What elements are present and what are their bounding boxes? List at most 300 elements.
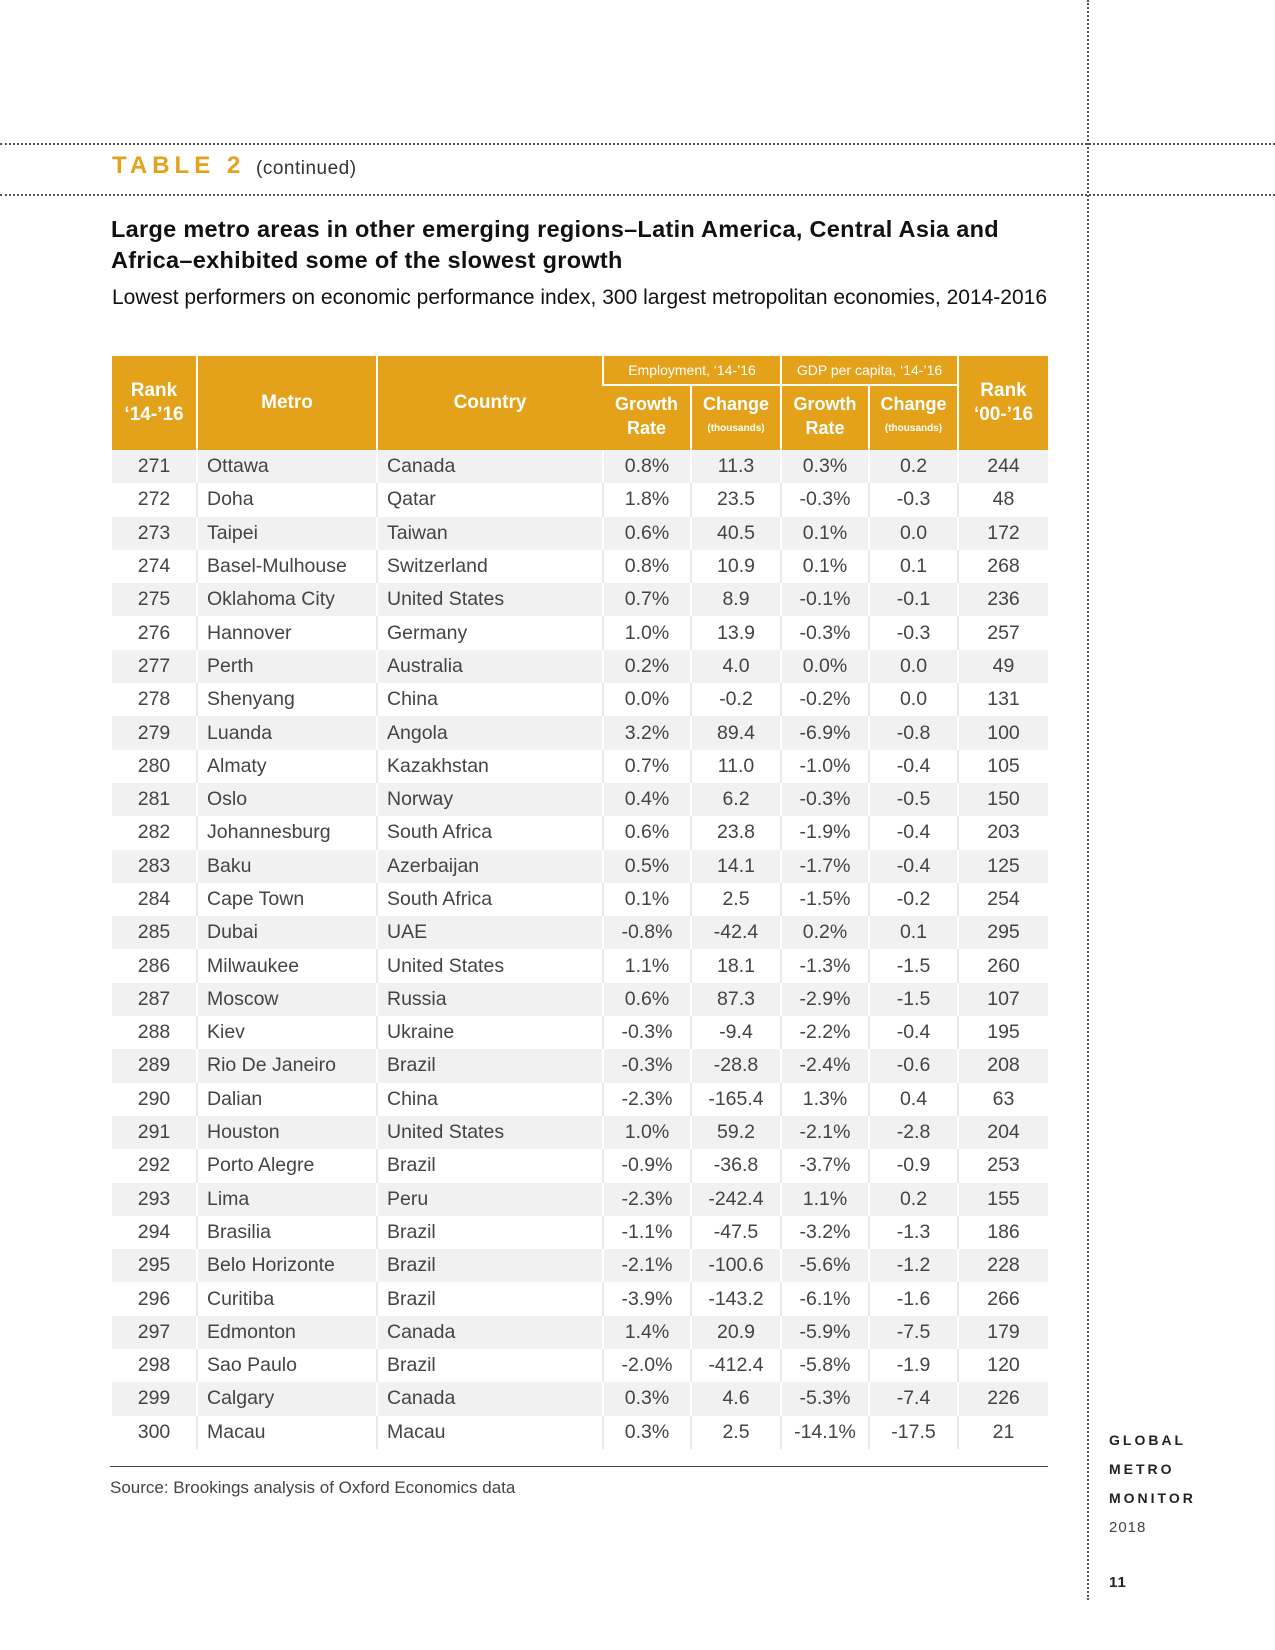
cell-emp-growth: -0.9% bbox=[603, 1149, 691, 1182]
cell-rank: 288 bbox=[112, 1016, 197, 1049]
cell-gdp-change: -0.4 bbox=[869, 750, 958, 783]
cell-emp-change: -28.8 bbox=[691, 1049, 781, 1082]
cell-rank-long: 204 bbox=[958, 1116, 1048, 1149]
cell-country: Norway bbox=[377, 783, 603, 816]
cell-rank-long: 253 bbox=[958, 1149, 1048, 1182]
cell-country: Germany bbox=[377, 616, 603, 649]
cell-gdp-growth: -5.9% bbox=[781, 1316, 869, 1349]
cell-metro: Baku bbox=[197, 850, 377, 883]
cell-emp-growth: 0.3% bbox=[603, 1416, 691, 1449]
cell-emp-growth: 0.8% bbox=[603, 550, 691, 583]
cell-rank-long: 203 bbox=[958, 816, 1048, 849]
cell-rank: 291 bbox=[112, 1116, 197, 1149]
brand-line-global: GLOBAL bbox=[1109, 1432, 1187, 1448]
header-emp-change bbox=[691, 385, 781, 450]
table-row bbox=[112, 1249, 1048, 1282]
cell-emp-change: -242.4 bbox=[691, 1183, 781, 1216]
cell-emp-growth: 1.1% bbox=[603, 949, 691, 982]
continued-label: (continued) bbox=[256, 158, 357, 179]
cell-rank: 275 bbox=[112, 583, 197, 616]
cell-emp-growth: 0.6% bbox=[603, 517, 691, 550]
cell-gdp-change: 0.2 bbox=[869, 1183, 958, 1216]
header-emp-change-label: Change bbox=[702, 394, 769, 414]
cell-country: Canada bbox=[377, 1316, 603, 1349]
cell-country: Ukraine bbox=[377, 1016, 603, 1049]
cell-rank: 280 bbox=[112, 750, 197, 783]
cell-metro: Doha bbox=[197, 483, 377, 516]
cell-gdp-growth: -5.6% bbox=[781, 1249, 869, 1282]
cell-rank: 298 bbox=[112, 1349, 197, 1382]
cell-country: Brazil bbox=[377, 1349, 603, 1382]
cell-metro: Shenyang bbox=[197, 683, 377, 716]
cell-rank: 282 bbox=[112, 816, 197, 849]
table-row bbox=[112, 650, 1048, 683]
cell-rank-long: 100 bbox=[958, 716, 1048, 749]
cell-country: United States bbox=[377, 949, 603, 982]
cell-gdp-growth: -0.3% bbox=[781, 783, 869, 816]
cell-metro: Belo Horizonte bbox=[197, 1249, 377, 1282]
table-row bbox=[112, 1116, 1048, 1149]
cell-emp-growth: -1.1% bbox=[603, 1216, 691, 1249]
cell-rank-long: 150 bbox=[958, 783, 1048, 816]
table-row bbox=[112, 883, 1048, 916]
cell-gdp-growth: -6.9% bbox=[781, 716, 869, 749]
table-row bbox=[112, 916, 1048, 949]
cell-gdp-change: -2.8 bbox=[869, 1116, 958, 1149]
cell-gdp-growth: -2.2% bbox=[781, 1016, 869, 1049]
margin-dotted-rule bbox=[1087, 0, 1089, 1600]
cell-rank: 289 bbox=[112, 1049, 197, 1082]
table-row bbox=[112, 1416, 1048, 1449]
table-row bbox=[112, 1349, 1048, 1382]
cell-country: Brazil bbox=[377, 1216, 603, 1249]
cell-rank: 281 bbox=[112, 783, 197, 816]
cell-emp-change: 6.2 bbox=[691, 783, 781, 816]
cell-emp-growth: 0.1% bbox=[603, 883, 691, 916]
cell-metro: Hannover bbox=[197, 616, 377, 649]
cell-rank-long: 257 bbox=[958, 616, 1048, 649]
header-gdp-change-unit: (thousands) bbox=[884, 423, 943, 434]
cell-emp-change: -9.4 bbox=[691, 1016, 781, 1049]
cell-rank-long: 266 bbox=[958, 1282, 1048, 1315]
cell-rank: 287 bbox=[112, 983, 197, 1016]
cell-emp-growth: 1.8% bbox=[603, 483, 691, 516]
cell-rank-long: 21 bbox=[958, 1416, 1048, 1449]
cell-gdp-growth: -1.3% bbox=[781, 949, 869, 982]
header-metro: Metro bbox=[197, 356, 377, 450]
cell-emp-growth: -0.3% bbox=[603, 1049, 691, 1082]
cell-gdp-change: -0.9 bbox=[869, 1149, 958, 1182]
cell-rank-long: 107 bbox=[958, 983, 1048, 1016]
cell-gdp-growth: -6.1% bbox=[781, 1282, 869, 1315]
cell-gdp-change: -1.2 bbox=[869, 1249, 958, 1282]
cell-country: Angola bbox=[377, 716, 603, 749]
cell-gdp-growth: 0.1% bbox=[781, 550, 869, 583]
cell-metro: Rio De Janeiro bbox=[197, 1049, 377, 1082]
table-row bbox=[112, 1216, 1048, 1249]
cell-metro: Sao Paulo bbox=[197, 1349, 377, 1382]
page-number: 11 bbox=[1109, 1574, 1127, 1591]
cell-gdp-growth: -0.2% bbox=[781, 683, 869, 716]
cell-metro: Oklahoma City bbox=[197, 583, 377, 616]
cell-gdp-growth: -2.9% bbox=[781, 983, 869, 1016]
cell-gdp-change: -0.5 bbox=[869, 783, 958, 816]
cell-emp-growth: -3.9% bbox=[603, 1282, 691, 1315]
cell-metro: Porto Alegre bbox=[197, 1149, 377, 1182]
cell-gdp-growth: -3.7% bbox=[781, 1149, 869, 1182]
cell-gdp-growth: -1.5% bbox=[781, 883, 869, 916]
cell-gdp-change: 0.2 bbox=[869, 450, 958, 483]
cell-gdp-growth: -1.9% bbox=[781, 816, 869, 849]
table-row bbox=[112, 583, 1048, 616]
cell-country: Taiwan bbox=[377, 517, 603, 550]
cell-rank-long: 172 bbox=[958, 517, 1048, 550]
cell-emp-change: 4.0 bbox=[691, 650, 781, 683]
source-note: Source: Brookings analysis of Oxford Economics data bbox=[110, 1478, 516, 1497]
cell-metro: Oslo bbox=[197, 783, 377, 816]
table-row bbox=[112, 483, 1048, 516]
cell-gdp-change: 0.0 bbox=[869, 517, 958, 550]
cell-rank-long: 105 bbox=[958, 750, 1048, 783]
cell-metro: Calgary bbox=[197, 1382, 377, 1415]
cell-country: Brazil bbox=[377, 1282, 603, 1315]
header-gdp-growth bbox=[781, 385, 869, 450]
cell-rank-long: 63 bbox=[958, 1083, 1048, 1116]
cell-gdp-growth: -1.7% bbox=[781, 850, 869, 883]
cell-gdp-growth: 0.3% bbox=[781, 450, 869, 483]
cell-rank-long: 226 bbox=[958, 1382, 1048, 1415]
table-row bbox=[112, 850, 1048, 883]
cell-emp-change: 23.5 bbox=[691, 483, 781, 516]
cell-gdp-change: -1.5 bbox=[869, 983, 958, 1016]
cell-emp-growth: 1.4% bbox=[603, 1316, 691, 1349]
table-row bbox=[112, 1149, 1048, 1182]
cell-country: Australia bbox=[377, 650, 603, 683]
cell-country: China bbox=[377, 683, 603, 716]
cell-country: UAE bbox=[377, 916, 603, 949]
cell-rank: 278 bbox=[112, 683, 197, 716]
cell-rank: 294 bbox=[112, 1216, 197, 1249]
cell-country: China bbox=[377, 1083, 603, 1116]
cell-gdp-growth: 0.1% bbox=[781, 517, 869, 550]
cell-rank-long: 48 bbox=[958, 483, 1048, 516]
cell-emp-growth: 0.6% bbox=[603, 983, 691, 1016]
cell-rank: 300 bbox=[112, 1416, 197, 1449]
cell-gdp-change: -0.4 bbox=[869, 1016, 958, 1049]
cell-emp-change: 87.3 bbox=[691, 983, 781, 1016]
cell-rank: 284 bbox=[112, 883, 197, 916]
table-row bbox=[112, 1282, 1048, 1315]
cell-emp-change: 18.1 bbox=[691, 949, 781, 982]
cell-gdp-change: -17.5 bbox=[869, 1416, 958, 1449]
table-body bbox=[112, 450, 1048, 1449]
cell-emp-change: 13.9 bbox=[691, 616, 781, 649]
cell-gdp-change: -1.5 bbox=[869, 949, 958, 982]
cell-gdp-change: -1.9 bbox=[869, 1349, 958, 1382]
cell-country: Kazakhstan bbox=[377, 750, 603, 783]
cell-gdp-growth: -5.8% bbox=[781, 1349, 869, 1382]
cell-rank-long: 208 bbox=[958, 1049, 1048, 1082]
cell-gdp-change: 0.1 bbox=[869, 550, 958, 583]
cell-metro: Lima bbox=[197, 1183, 377, 1216]
cell-rank-long: 155 bbox=[958, 1183, 1048, 1216]
cell-gdp-growth: -5.3% bbox=[781, 1382, 869, 1415]
cell-emp-growth: -2.3% bbox=[603, 1083, 691, 1116]
header-gdp-growth-label: Growth Rate bbox=[793, 394, 857, 438]
cell-gdp-change: -0.3 bbox=[869, 616, 958, 649]
cell-rank: 276 bbox=[112, 616, 197, 649]
header-rank-14-16: Rank ‘14-’16 bbox=[112, 356, 197, 450]
cell-rank: 277 bbox=[112, 650, 197, 683]
cell-gdp-growth: 1.3% bbox=[781, 1083, 869, 1116]
cell-emp-change: 2.5 bbox=[691, 1416, 781, 1449]
cell-metro: Almaty bbox=[197, 750, 377, 783]
cell-rank: 292 bbox=[112, 1149, 197, 1182]
cell-gdp-growth: 1.1% bbox=[781, 1183, 869, 1216]
cell-rank-long: 179 bbox=[958, 1316, 1048, 1349]
cell-emp-change: -100.6 bbox=[691, 1249, 781, 1282]
table-row bbox=[112, 1083, 1048, 1116]
cell-rank: 279 bbox=[112, 716, 197, 749]
cell-gdp-change: -0.6 bbox=[869, 1049, 958, 1082]
table-row bbox=[112, 616, 1048, 649]
cell-rank: 293 bbox=[112, 1183, 197, 1216]
cell-rank: 283 bbox=[112, 850, 197, 883]
cell-gdp-change: -7.4 bbox=[869, 1382, 958, 1415]
cell-gdp-change: -1.6 bbox=[869, 1282, 958, 1315]
header-emp-growth-label: Growth Rate bbox=[615, 394, 678, 438]
cell-country: Brazil bbox=[377, 1149, 603, 1182]
cell-emp-change: 89.4 bbox=[691, 716, 781, 749]
cell-emp-change: -47.5 bbox=[691, 1216, 781, 1249]
cell-rank-long: 295 bbox=[958, 916, 1048, 949]
cell-metro: Basel-Mulhouse bbox=[197, 550, 377, 583]
cell-emp-growth: -2.3% bbox=[603, 1183, 691, 1216]
header-dotted-rule bbox=[0, 194, 1275, 196]
table-row bbox=[112, 716, 1048, 749]
cell-emp-change: 14.1 bbox=[691, 850, 781, 883]
cell-metro: Edmonton bbox=[197, 1316, 377, 1349]
cell-country: Canada bbox=[377, 1382, 603, 1415]
cell-gdp-growth: -0.3% bbox=[781, 483, 869, 516]
header-group-gdp: GDP per capita, ‘14-’16 bbox=[781, 356, 958, 385]
cell-emp-growth: -0.3% bbox=[603, 1016, 691, 1049]
cell-gdp-growth: -1.0% bbox=[781, 750, 869, 783]
table-row bbox=[112, 949, 1048, 982]
cell-country: United States bbox=[377, 1116, 603, 1149]
cell-rank: 290 bbox=[112, 1083, 197, 1116]
cell-emp-growth: 0.7% bbox=[603, 750, 691, 783]
cell-rank: 286 bbox=[112, 949, 197, 982]
table-row bbox=[112, 983, 1048, 1016]
table-label: TABLE 2 bbox=[112, 152, 246, 179]
cell-gdp-change: -0.2 bbox=[869, 883, 958, 916]
cell-country: Macau bbox=[377, 1416, 603, 1449]
cell-emp-growth: -0.8% bbox=[603, 916, 691, 949]
table-row bbox=[112, 683, 1048, 716]
cell-rank-long: 236 bbox=[958, 583, 1048, 616]
cell-country: United States bbox=[377, 583, 603, 616]
source-rule bbox=[110, 1466, 1048, 1467]
cell-country: South Africa bbox=[377, 816, 603, 849]
cell-metro: Cape Town bbox=[197, 883, 377, 916]
brand-year: 2018 bbox=[1109, 1519, 1147, 1536]
cell-gdp-growth: -0.3% bbox=[781, 616, 869, 649]
cell-emp-growth: 0.7% bbox=[603, 583, 691, 616]
cell-metro: Dalian bbox=[197, 1083, 377, 1116]
table-row bbox=[112, 1316, 1048, 1349]
cell-gdp-change: -0.3 bbox=[869, 483, 958, 516]
cell-emp-growth: 1.0% bbox=[603, 1116, 691, 1149]
header-emp-growth bbox=[603, 385, 691, 450]
cell-rank-long: 120 bbox=[958, 1349, 1048, 1382]
cell-rank: 274 bbox=[112, 550, 197, 583]
cell-gdp-growth: 0.2% bbox=[781, 916, 869, 949]
table-row bbox=[112, 750, 1048, 783]
cell-gdp-change: -1.3 bbox=[869, 1216, 958, 1249]
header-emp-change-unit: (thousands) bbox=[707, 423, 765, 434]
cell-metro: Taipei bbox=[197, 517, 377, 550]
cell-emp-growth: 0.8% bbox=[603, 450, 691, 483]
cell-country: Russia bbox=[377, 983, 603, 1016]
performance-table bbox=[112, 356, 1048, 1449]
cell-gdp-change: -7.5 bbox=[869, 1316, 958, 1349]
cell-gdp-change: 0.0 bbox=[869, 683, 958, 716]
cell-rank: 285 bbox=[112, 916, 197, 949]
cell-rank: 272 bbox=[112, 483, 197, 516]
cell-emp-growth: 1.0% bbox=[603, 616, 691, 649]
cell-gdp-change: 0.4 bbox=[869, 1083, 958, 1116]
cell-emp-growth: -2.0% bbox=[603, 1349, 691, 1382]
cell-emp-change: 2.5 bbox=[691, 883, 781, 916]
cell-emp-change: 23.8 bbox=[691, 816, 781, 849]
table-subhead: Lowest performers on economic performance index, 300 largest metropolitan economies, 2014-2016 bbox=[112, 286, 1048, 309]
table-row bbox=[112, 517, 1048, 550]
cell-emp-change: -0.2 bbox=[691, 683, 781, 716]
cell-rank-long: 268 bbox=[958, 550, 1048, 583]
table-row bbox=[112, 783, 1048, 816]
cell-gdp-growth: -2.4% bbox=[781, 1049, 869, 1082]
cell-emp-growth: 0.4% bbox=[603, 783, 691, 816]
cell-metro: Johannesburg bbox=[197, 816, 377, 849]
cell-gdp-change: -0.4 bbox=[869, 816, 958, 849]
table-row bbox=[112, 1016, 1048, 1049]
cell-rank-long: 260 bbox=[958, 949, 1048, 982]
cell-country: Canada bbox=[377, 450, 603, 483]
table-headline: Large metro areas in other emerging regions–Latin America, Central Asia and Africa–exhibited some of the slowest growth bbox=[111, 216, 999, 273]
cell-emp-growth: 0.2% bbox=[603, 650, 691, 683]
cell-rank-long: 244 bbox=[958, 450, 1048, 483]
cell-emp-change: -36.8 bbox=[691, 1149, 781, 1182]
brand-line-monitor: MONITOR bbox=[1109, 1490, 1196, 1506]
cell-emp-change: 11.0 bbox=[691, 750, 781, 783]
cell-gdp-growth: -14.1% bbox=[781, 1416, 869, 1449]
cell-emp-growth: 0.5% bbox=[603, 850, 691, 883]
cell-metro: Brasilia bbox=[197, 1216, 377, 1249]
cell-emp-growth: -2.1% bbox=[603, 1249, 691, 1282]
cell-rank: 296 bbox=[112, 1282, 197, 1315]
cell-emp-change: 40.5 bbox=[691, 517, 781, 550]
cell-emp-growth: 0.3% bbox=[603, 1382, 691, 1415]
cell-gdp-growth: -0.1% bbox=[781, 583, 869, 616]
cell-gdp-growth: -3.2% bbox=[781, 1216, 869, 1249]
cell-emp-change: 10.9 bbox=[691, 550, 781, 583]
cell-country: Qatar bbox=[377, 483, 603, 516]
cell-rank: 295 bbox=[112, 1249, 197, 1282]
cell-metro: Curitiba bbox=[197, 1282, 377, 1315]
header-rank-00-16: Rank ‘00-’16 bbox=[958, 356, 1048, 450]
header-group-employment: Employment, ‘14-’16 bbox=[603, 356, 781, 385]
cell-metro: Milwaukee bbox=[197, 949, 377, 982]
cell-country: Switzerland bbox=[377, 550, 603, 583]
cell-gdp-change: 0.1 bbox=[869, 916, 958, 949]
brand-line-metro: METRO bbox=[1109, 1461, 1175, 1477]
table-row bbox=[112, 550, 1048, 583]
cell-gdp-change: -0.4 bbox=[869, 850, 958, 883]
table-row bbox=[112, 816, 1048, 849]
cell-rank-long: 49 bbox=[958, 650, 1048, 683]
cell-emp-change: 8.9 bbox=[691, 583, 781, 616]
cell-rank: 271 bbox=[112, 450, 197, 483]
cell-emp-change: 20.9 bbox=[691, 1316, 781, 1349]
cell-emp-change: -165.4 bbox=[691, 1083, 781, 1116]
cell-gdp-change: -0.8 bbox=[869, 716, 958, 749]
table-row bbox=[112, 1183, 1048, 1216]
cell-metro: Perth bbox=[197, 650, 377, 683]
cell-rank: 297 bbox=[112, 1316, 197, 1349]
cell-country: Azerbaijan bbox=[377, 850, 603, 883]
cell-emp-change: -412.4 bbox=[691, 1349, 781, 1382]
cell-gdp-change: -0.1 bbox=[869, 583, 958, 616]
header-country: Country bbox=[377, 356, 603, 450]
cell-metro: Macau bbox=[197, 1416, 377, 1449]
cell-country: Brazil bbox=[377, 1249, 603, 1282]
cell-rank-long: 125 bbox=[958, 850, 1048, 883]
cell-country: Peru bbox=[377, 1183, 603, 1216]
table-row bbox=[112, 450, 1048, 483]
cell-rank: 273 bbox=[112, 517, 197, 550]
cell-country: Brazil bbox=[377, 1049, 603, 1082]
cell-rank-long: 254 bbox=[958, 883, 1048, 916]
top-dotted-rule bbox=[0, 143, 1275, 145]
cell-metro: Ottawa bbox=[197, 450, 377, 483]
cell-rank-long: 186 bbox=[958, 1216, 1048, 1249]
header-gdp-change bbox=[869, 385, 958, 450]
cell-metro: Moscow bbox=[197, 983, 377, 1016]
cell-emp-change: 11.3 bbox=[691, 450, 781, 483]
cell-emp-growth: 0.6% bbox=[603, 816, 691, 849]
cell-emp-growth: 0.0% bbox=[603, 683, 691, 716]
table-row bbox=[112, 1382, 1048, 1415]
cell-gdp-growth: -2.1% bbox=[781, 1116, 869, 1149]
cell-rank-long: 131 bbox=[958, 683, 1048, 716]
cell-metro: Dubai bbox=[197, 916, 377, 949]
table-row bbox=[112, 1049, 1048, 1082]
header-gdp-change-label: Change bbox=[880, 394, 947, 414]
cell-rank-long: 228 bbox=[958, 1249, 1048, 1282]
cell-gdp-change: 0.0 bbox=[869, 650, 958, 683]
cell-emp-change: 59.2 bbox=[691, 1116, 781, 1149]
cell-emp-change: -143.2 bbox=[691, 1282, 781, 1315]
cell-metro: Houston bbox=[197, 1116, 377, 1149]
cell-gdp-growth: 0.0% bbox=[781, 650, 869, 683]
cell-metro: Luanda bbox=[197, 716, 377, 749]
cell-country: South Africa bbox=[377, 883, 603, 916]
cell-rank: 299 bbox=[112, 1382, 197, 1415]
cell-emp-change: 4.6 bbox=[691, 1382, 781, 1415]
cell-metro: Kiev bbox=[197, 1016, 377, 1049]
cell-rank-long: 195 bbox=[958, 1016, 1048, 1049]
